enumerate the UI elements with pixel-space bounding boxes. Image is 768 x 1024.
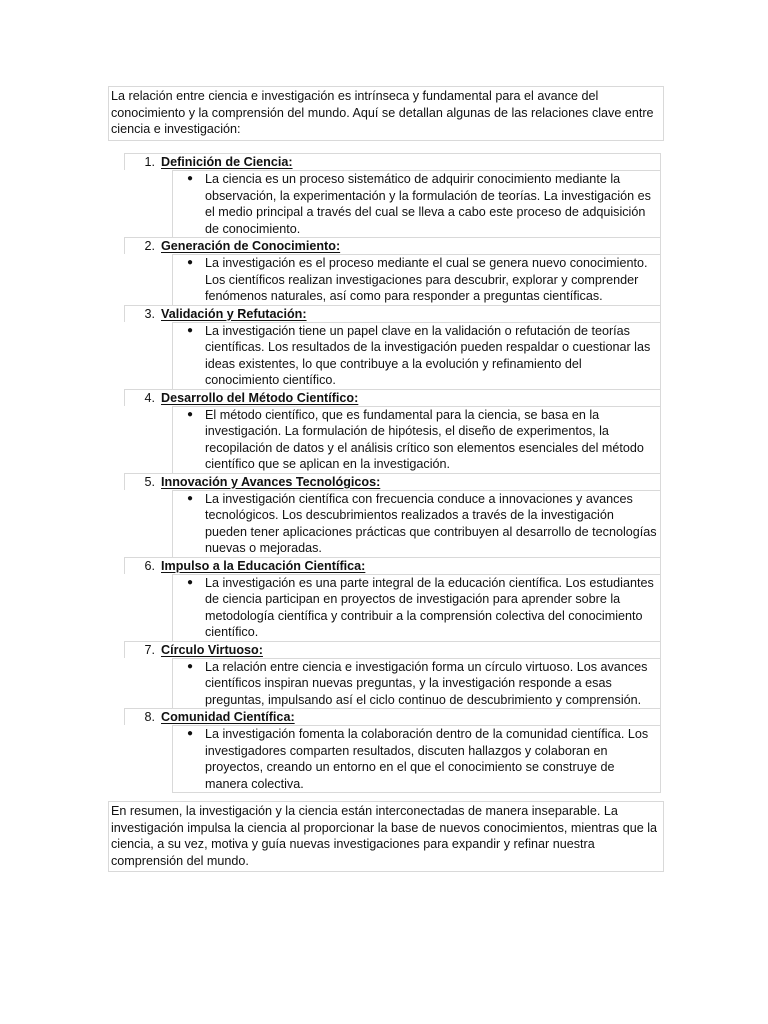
list-item-heading bbox=[124, 708, 661, 725]
list-item-title: Comunidad Científica: bbox=[161, 710, 295, 724]
list-item bbox=[124, 641, 661, 709]
bullet-text: La relación entre ciencia e investigación forma un círculo virtuoso. Los avances científicos inspiran nuevas preguntas, y la investigación responde a esas preguntas, impulsando así el ciclo continuo de descubrimiento y comprensión. bbox=[205, 659, 648, 707]
list-item-heading bbox=[124, 557, 661, 574]
list-item bbox=[124, 473, 661, 557]
summary-paragraph: En resumen, la investigación y la ciencia están interconectadas de manera inseparable. La investigación impulsa la ciencia al proporcionar la base de nuevos conocimientos, mientras que la ciencia, a su vez, motiva y guía nuevas investigaciones para expandir y refinar nuestra comprensión del mundo. bbox=[108, 801, 664, 872]
list-item-number: 1. bbox=[144, 155, 155, 169]
list-item-bullet bbox=[172, 725, 661, 792]
list-item-number: 4. bbox=[144, 390, 155, 405]
bullet-icon: ● bbox=[186, 728, 194, 739]
list-item-bullet bbox=[172, 574, 661, 641]
list-item-number: 6. bbox=[144, 558, 155, 573]
bullet-icon: ● bbox=[186, 660, 194, 672]
list-item-heading bbox=[124, 237, 661, 254]
list-item-title: Círculo Virtuoso: bbox=[161, 642, 263, 657]
list-item-heading bbox=[124, 389, 661, 406]
list-item bbox=[124, 237, 661, 305]
intro-paragraph: La relación entre ciencia e investigación es intrínseca y fundamental para el avance del conocimiento y la comprensión del mundo. Aquí se detallan algunas de las relaciones clave entre ciencia e investigación: bbox=[108, 86, 664, 141]
list-item bbox=[124, 557, 661, 641]
bullet-text: La investigación tiene un papel clave en la validación o refutación de teorías científicas. Los resultados de la investigación pueden respaldar o cuestionar las ideas existentes, lo que contribuye a la evolución y refinamiento del conocimiento científico. bbox=[205, 323, 651, 387]
bullet-text: La investigación es una parte integral de la educación científica. Los estudiantes de ciencia participan en proyectos de investigación para aprender sobre la metodología científica y contribuir a la comprensión colectiva del conocimiento científico. bbox=[205, 575, 654, 639]
bullet-text: La ciencia es un proceso sistemático de adquirir conocimiento mediante la observación, la experimentación y la formulación de teorías. La investigación es el medio principal a través del cual se lleva a cabo este proceso de adquisición de conocimiento. bbox=[205, 172, 651, 236]
list-item-title: Innovación y Avances Tecnológicos: bbox=[161, 474, 381, 489]
list-item bbox=[124, 389, 661, 473]
list-item-number: 7. bbox=[144, 642, 155, 657]
list-item-bullet bbox=[172, 322, 661, 389]
list-bottom-border bbox=[172, 792, 661, 793]
list-item-bullet bbox=[172, 658, 661, 709]
list-item-number: 5. bbox=[144, 474, 155, 489]
bullet-text: La investigación es el proceso mediante el cual se genera nuevo conocimiento. Los científicos realizan investigaciones para descubrir, explorar y comprender fenómenos naturales, así como para responder a preguntas científicas. bbox=[205, 256, 648, 303]
bullet-icon: ● bbox=[186, 576, 194, 588]
list-item bbox=[124, 708, 661, 792]
list-item-number: 3. bbox=[144, 306, 155, 321]
list-item-title: Validación y Refutación: bbox=[161, 306, 307, 321]
bullet-text: La investigación científica con frecuencia conduce a innovaciones y avances tecnológicos. Los descubrimientos realizados a través de la investigación pueden tener aplicaciones prácticas que contribuyen al desarrollo de tecnologías nuevas o mejoradas. bbox=[205, 491, 657, 555]
list-item-title: Definición de Ciencia: bbox=[161, 155, 293, 169]
list-item-number: 8. bbox=[144, 710, 155, 724]
bullet-icon: ● bbox=[186, 492, 194, 504]
bullet-icon: ● bbox=[186, 173, 194, 184]
bullet-icon: ● bbox=[186, 257, 194, 268]
bullet-text: La investigación fomenta la colaboración dentro de la comunidad científica. Los investigadores comparten resultados, discuten hallazgos y colaboran en proyectos, creando un entorno en el que el conocimiento se construye de manera colectiva. bbox=[205, 727, 649, 791]
list-item-title: Impulso a la Educación Científica: bbox=[161, 558, 366, 573]
list-item-bullet bbox=[172, 490, 661, 557]
list-item-heading bbox=[124, 641, 661, 658]
bullet-icon: ● bbox=[186, 324, 194, 336]
list-item-title: Desarrollo del Método Científico: bbox=[161, 390, 359, 405]
list-item-bullet bbox=[172, 406, 661, 473]
list-item-heading bbox=[124, 473, 661, 490]
bullet-text: El método científico, que es fundamental para la ciencia, se basa en la investigación. La formulación de hipótesis, el diseño de experimentos, la recopilación de datos y el análisis crítico son elementos esenciales del método científico que se aplican en la investigación. bbox=[205, 407, 644, 471]
list-item-number: 2. bbox=[144, 239, 155, 253]
list-item bbox=[124, 153, 661, 237]
list-item-bullet bbox=[172, 170, 661, 237]
list-item-title: Generación de Conocimiento: bbox=[161, 239, 341, 253]
list-item-bullet bbox=[172, 254, 661, 305]
numbered-list bbox=[124, 153, 661, 793]
list-item bbox=[124, 305, 661, 389]
list-item-heading bbox=[124, 305, 661, 322]
list-item-heading bbox=[124, 153, 661, 170]
bullet-icon: ● bbox=[186, 408, 194, 420]
